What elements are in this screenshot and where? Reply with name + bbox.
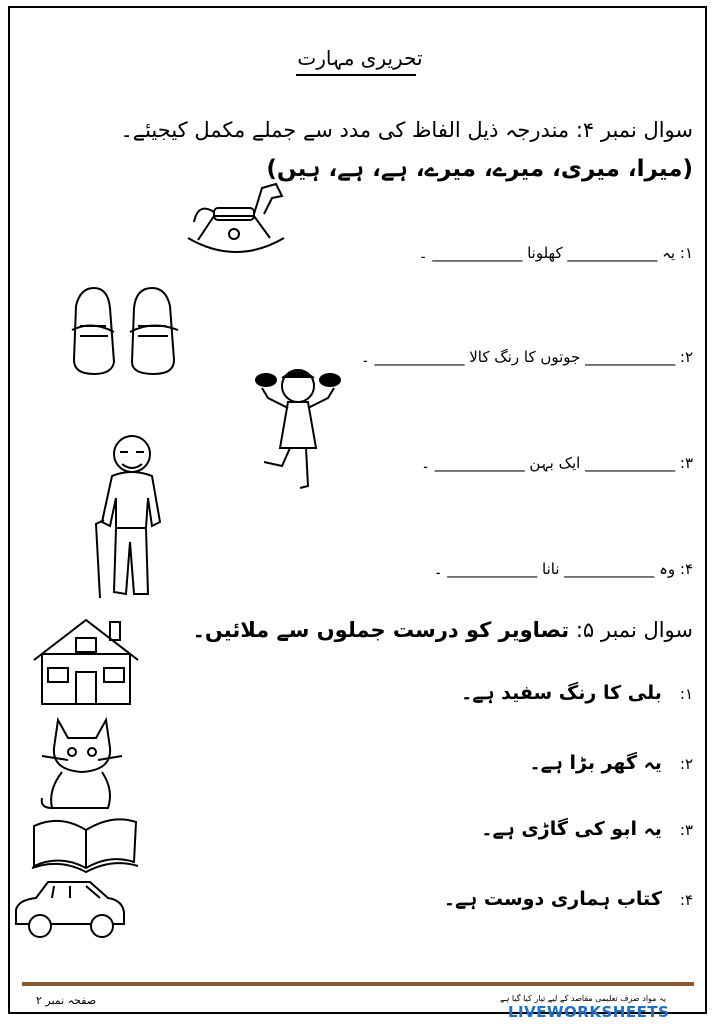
match-text: کتاب ہماری دوست ہے۔ — [443, 888, 662, 910]
match-sentence-3[interactable] — [481, 818, 693, 840]
page-number: صفحہ نمبر ۲ — [36, 994, 97, 1007]
cat-image — [38, 716, 128, 812]
match-number: ۳: — [679, 821, 693, 839]
fill-blank-1[interactable]: ۱: یہ ____________ کھلونا ____________ ۔ — [418, 244, 693, 262]
fill-blank-3[interactable]: ۳: ____________ ایک بہن ____________ ۔ — [421, 454, 693, 472]
fill-blank-4[interactable]: ۴: وہ ____________ نانا ____________ ۔ — [433, 560, 693, 578]
question5-prompt: تصاویر کو درست جملوں سے ملائیں۔ — [192, 618, 570, 642]
match-text: یہ گھر بڑا ہے۔ — [529, 752, 662, 774]
match-number: ۲: — [679, 755, 693, 773]
title-underline — [296, 74, 416, 76]
question5-label: سوال نمبر ۵: — [575, 618, 693, 642]
grandfather-image — [86, 432, 172, 602]
page-title: تحریری مہارت — [297, 46, 423, 70]
book-image — [30, 812, 142, 874]
girl-image — [254, 362, 342, 492]
car-image — [12, 876, 128, 942]
match-sentence-1[interactable] — [461, 682, 693, 704]
match-number: ۴: — [679, 891, 693, 909]
match-sentence-2[interactable] — [529, 752, 693, 774]
question4-prompt: سوال نمبر ۴: مندرجہ ذیل الفاظ کی مدد سے جملے مکمل کیجیئے۔ — [120, 118, 693, 142]
question5-heading — [193, 618, 693, 642]
match-text: یہ ابو کی گاڑی ہے۔ — [481, 818, 662, 840]
match-text: بلی کا رنگ سفید ہے۔ — [461, 682, 662, 704]
house-image — [30, 616, 142, 708]
rocking-horse-image — [184, 178, 288, 262]
liveworksheets-logo[interactable]: LIVEWORKSHEETS — [508, 1003, 670, 1021]
match-sentence-4[interactable] — [444, 888, 693, 910]
shoes-image — [68, 286, 182, 378]
word-bank: (میرا، میری، میرے، میرے، ہے، ہے، ہیں) — [266, 156, 693, 182]
footer-divider — [22, 982, 694, 986]
fill-blank-2[interactable]: ۲: ____________ جوتوں کا رنگ کالا ____________ ۔ — [360, 348, 693, 366]
footer-note: یہ مواد صرف تعلیمی مقاصد کے لیے تیار کیا گیا ہے — [500, 994, 666, 1003]
match-number: ۱: — [679, 685, 693, 703]
